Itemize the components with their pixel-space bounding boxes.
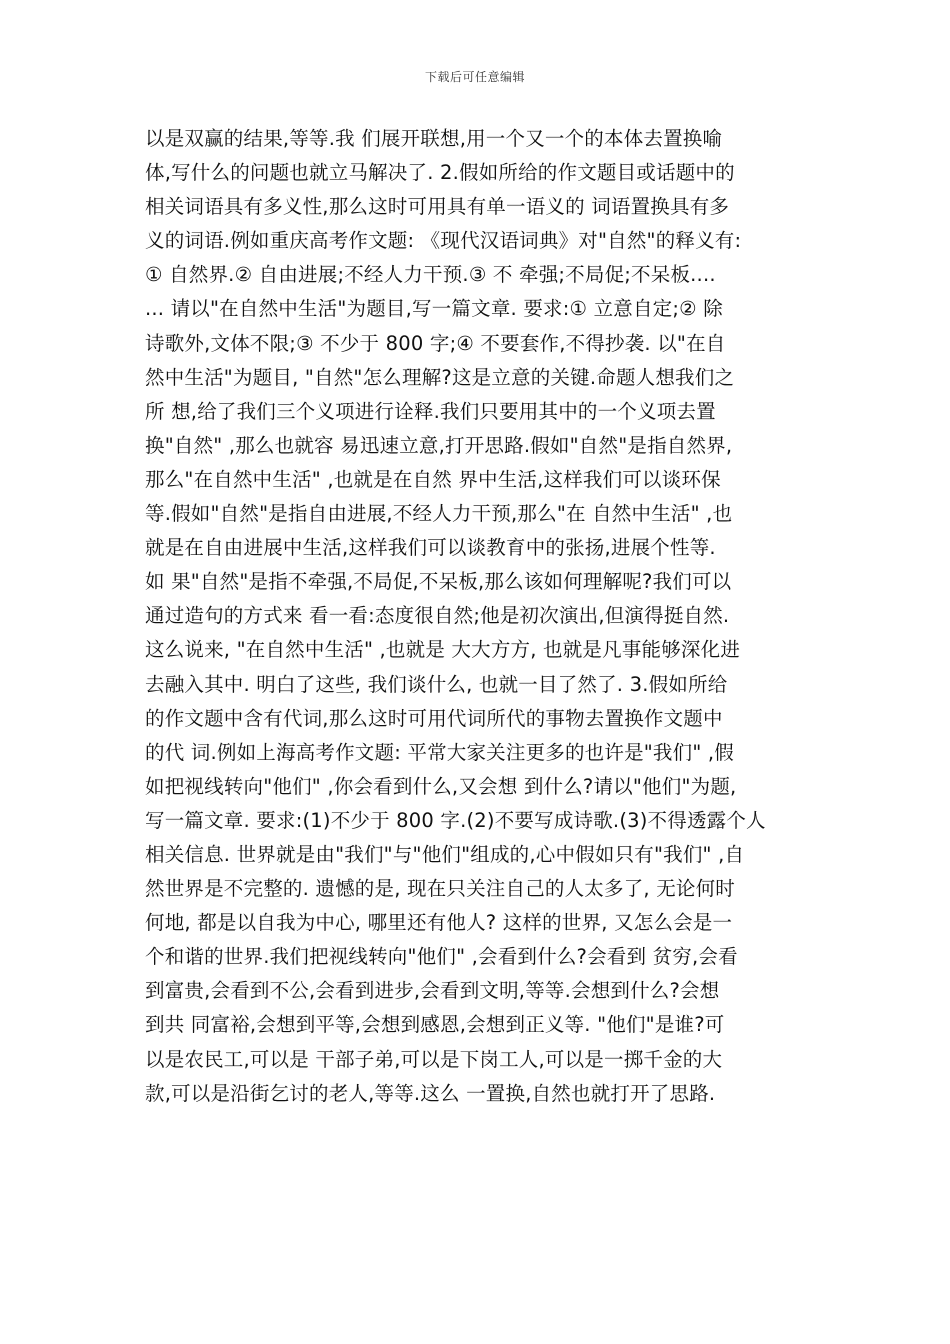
text-line: 然世界是不完整的. 遗憾的是, 现在只关注自己的人太多了, 无论何时 [145, 877, 735, 901]
text-line: 等.假如"自然"是指自由进展,不经人力干预,那么"在 自然中生活" ,也 [145, 502, 733, 526]
text-line: 这么说来, "在自然中生活" ,也就是 大大方方, 也就是凡事能够深化进 [145, 638, 741, 662]
text-line: 相关信息. 世界就是由"我们"与"他们"组成的,心中假如只有"我们" ,自 [145, 842, 745, 866]
text-line: 换"自然" ,那么也就容 易迅速立意,打开思路.假如"自然"是指自然界, [145, 433, 733, 457]
text-line: ... 请以"在自然中生活"为题目,写一篇文章. 要求:① 立意自定;② 除 [145, 297, 723, 321]
text-line: 通过造句的方式来 看一看:态度很自然;他是初次演出,但演得挺自然. [145, 604, 730, 628]
text-line: 到富贵,会看到不公,会看到进步,会看到文明,等等.会想到什么?会想 [145, 979, 720, 1003]
text-line: 然中生活"为题目, "自然"怎么理解?这是立意的关键.命题人想我们之 [145, 365, 735, 389]
text-line: 如把视线转向"他们" ,你会看到什么,又会想 到什么?请以"他们"为题, [145, 774, 737, 798]
text-line: 就是在自由进展中生活,这样我们可以谈教育中的张扬,进展个性等. [145, 536, 716, 560]
text-line: 何地, 都是以自我为中心, 哪里还有他人? 这样的世界, 又怎么会是一 [145, 911, 733, 935]
text-line: 个和谐的世界.我们把视线转向"他们" ,会看到什么?会看到 贫穷,会看 [145, 945, 738, 969]
text-line: 相关词语具有多义性,那么这时可用具有单一语义的 词语置换具有多 [145, 195, 730, 219]
text-line: 写一篇文章. 要求:(1)不少于 800 字.(2)不要写成诗歌.(3)不得透露个人 [145, 808, 766, 832]
text-line: 去融入其中. 明白了这些, 我们谈什么, 也就一目了然了. 3.假如所给 [145, 672, 728, 696]
text-line: ① 自然界.② 自由进展;不经人力干预.③ 不 牵强;不局促;不呆板.... [145, 263, 716, 287]
text-line: 的作文题中含有代词,那么这时可用代词所代的事物去置换作文题中 [145, 706, 723, 730]
text-line: 义的词语.例如重庆高考作文题: 《现代汉语词典》对"自然"的释义有: [145, 229, 742, 253]
text-line: 到共 同富裕,会想到平等,会想到感恩,会想到正义等. "他们"是谁?可 [145, 1013, 725, 1037]
text-line: 所 想,给了我们三个义项进行诠释.我们只要用其中的一个义项去置 [145, 399, 716, 423]
page-header: 下载后可任意编辑 [424, 70, 525, 84]
text-line: 款,可以是沿街乞讨的老人,等等.这么 一置换,自然也就打开了思路. [145, 1081, 716, 1105]
text-line: 那么"在自然中生活" ,也就是在自然 界中生活,这样我们可以谈环保 [145, 467, 721, 491]
text-line: 以是农民工,可以是 干部子弟,可以是下岗工人,可以是一掷千金的大 [145, 1047, 723, 1071]
document-body [145, 122, 805, 1111]
text-line: 如 果"自然"是指不牵强,不局促,不呆板,那么该如何理解呢?我们可以 [145, 570, 732, 594]
text-line: 的代 词.例如上海高考作文题: 平常大家关注更多的也许是"我们" ,假 [145, 740, 735, 764]
text-line: 诗歌外,文体不限;③ 不少于 800 字;④ 不要套作,不得抄袭. 以"在自 [145, 331, 726, 355]
text-line: 体,写什么的问题也就立马解决了. 2.假如所给的作文题目或话题中的 [145, 161, 735, 185]
text-line: 以是双赢的结果,等等.我 们展开联想,用一个又一个的本体去置换喻 [145, 127, 723, 150]
